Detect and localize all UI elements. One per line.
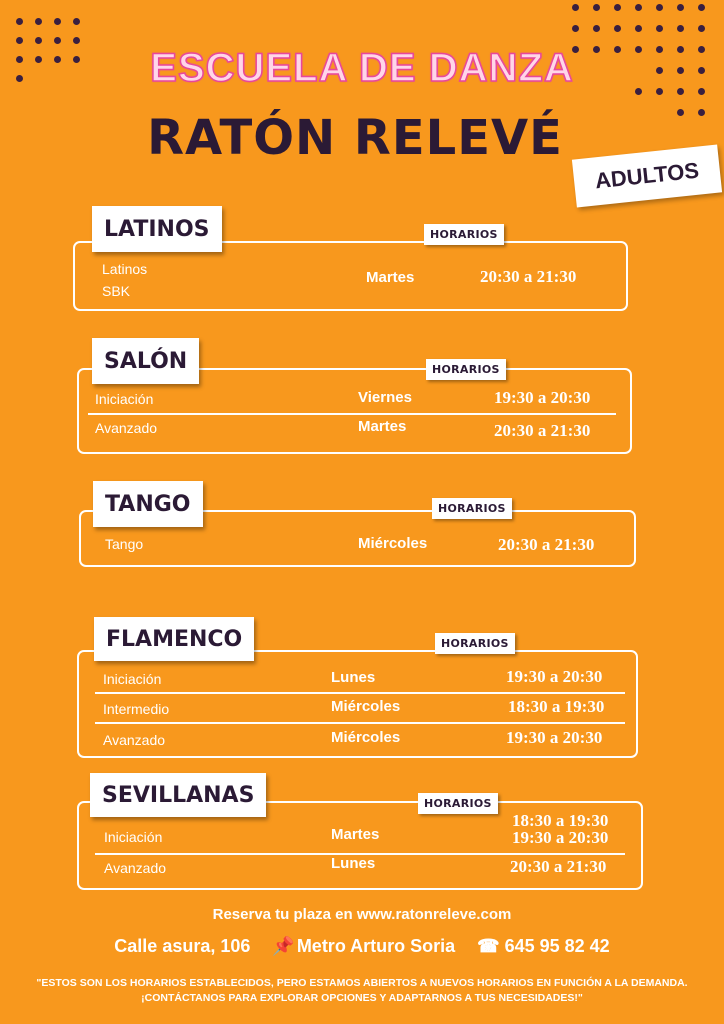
- class-name: Latinos: [102, 261, 148, 277]
- flamenco-label: FLAMENCO: [94, 617, 254, 661]
- latinos-label: LATINOS: [92, 206, 222, 252]
- row-divider: [88, 413, 616, 415]
- decor-dot: [73, 37, 80, 44]
- class-name: Avanzado: [103, 732, 166, 748]
- class-time: 20:30 a 21:30: [494, 421, 591, 440]
- class-day: Miércoles: [331, 698, 401, 715]
- class-name: Iniciación: [103, 671, 162, 687]
- school-title: ESCUELA DE DANZA: [150, 46, 574, 90]
- class-name: SBK: [102, 283, 131, 299]
- class-name: Avanzado: [104, 860, 167, 876]
- decor-dot: [73, 18, 80, 25]
- booking-text: Reserva tu plaza en www.ratonreleve.com: [212, 906, 512, 923]
- decor-dot: [54, 18, 61, 25]
- decor-dot: [635, 4, 642, 11]
- decor-dot: [677, 4, 684, 11]
- decor-dot: [16, 37, 23, 44]
- pushpin-icon: 📌: [272, 936, 295, 956]
- decor-dot: [635, 25, 642, 32]
- class-day: Lunes: [331, 855, 376, 872]
- decor-dot: [35, 18, 42, 25]
- horarios-tag: HORARIOS: [424, 224, 504, 245]
- brand-title: RATÓN RELEVÉ: [147, 110, 563, 166]
- decor-dot: [572, 25, 579, 32]
- class-day: Miércoles: [358, 535, 428, 552]
- phone-number: 645 95 82 42: [504, 936, 610, 956]
- metro-label: Metro Arturo Soria: [296, 936, 456, 956]
- salon-label: SALÓN: [92, 338, 199, 384]
- adultos-badge: ADULTOS: [572, 145, 722, 208]
- horarios-tag: HORARIOS: [435, 633, 515, 654]
- class-name: Iniciación: [95, 391, 154, 407]
- class-name: Tango: [105, 536, 144, 552]
- class-time: 19:30 a 20:30: [494, 388, 591, 407]
- decor-dot: [35, 37, 42, 44]
- disclaimer-note: "ESTOS SON LOS HORARIOS ESTABLECIDOS, PERO ESTAMOS ABIERTOS A NUEVOS HORARIOS EN FUNCIÓN A LA DEMANDA. ¡CONTÁCTANOS PARA EXPLORAR OPCIONES Y ADAPTARNOS A TUS NECESIDADES!": [36, 977, 688, 1004]
- class-name: Iniciación: [104, 829, 163, 845]
- phone-icon: ☎: [477, 936, 505, 956]
- decor-dot: [698, 25, 705, 32]
- class-day: Lunes: [331, 669, 376, 686]
- class-day: Martes: [358, 418, 407, 435]
- row-divider: [95, 692, 625, 694]
- decor-dot: [593, 4, 600, 11]
- class-time: 18:30 a 19:30: [512, 811, 609, 830]
- class-name: Intermedio: [103, 701, 170, 717]
- class-time: 19:30 a 20:30: [506, 667, 603, 686]
- decor-dot: [593, 25, 600, 32]
- class-time: 19:30 a 20:30: [506, 728, 603, 747]
- decor-dot: [698, 109, 705, 116]
- class-day: Viernes: [358, 389, 412, 406]
- class-time: 19:30 a 20:30: [512, 828, 609, 847]
- decor-dot: [677, 25, 684, 32]
- decor-dot: [698, 4, 705, 11]
- horarios-tag: HORARIOS: [418, 793, 498, 814]
- decor-dot: [572, 4, 579, 11]
- class-time: 18:30 a 19:30: [508, 697, 605, 716]
- row-divider: [95, 722, 625, 724]
- metro: [272, 936, 455, 957]
- decor-dot: [16, 18, 23, 25]
- horarios-tag: HORARIOS: [432, 498, 512, 519]
- decor-dot: [54, 37, 61, 44]
- decor-dot: [677, 109, 684, 116]
- decor-dot: [656, 25, 663, 32]
- class-name: Avanzado: [95, 420, 158, 436]
- decor-dot: [614, 25, 621, 32]
- sevillanas-label: SEVILLANAS: [90, 773, 266, 817]
- class-day: Martes: [331, 826, 380, 843]
- class-day: Martes: [366, 269, 415, 286]
- address: Calle asura, 106: [114, 936, 251, 956]
- class-time: 20:30 a 21:30: [480, 267, 577, 286]
- contact-line: [0, 936, 724, 957]
- phone: [477, 936, 610, 957]
- decor-dot: [614, 4, 621, 11]
- class-time: 20:30 a 21:30: [510, 857, 607, 876]
- horarios-tag: HORARIOS: [426, 359, 506, 380]
- class-time: 20:30 a 21:30: [498, 535, 595, 554]
- class-day: Miércoles: [331, 729, 401, 746]
- decor-dot: [656, 4, 663, 11]
- tango-label: TANGO: [93, 481, 203, 527]
